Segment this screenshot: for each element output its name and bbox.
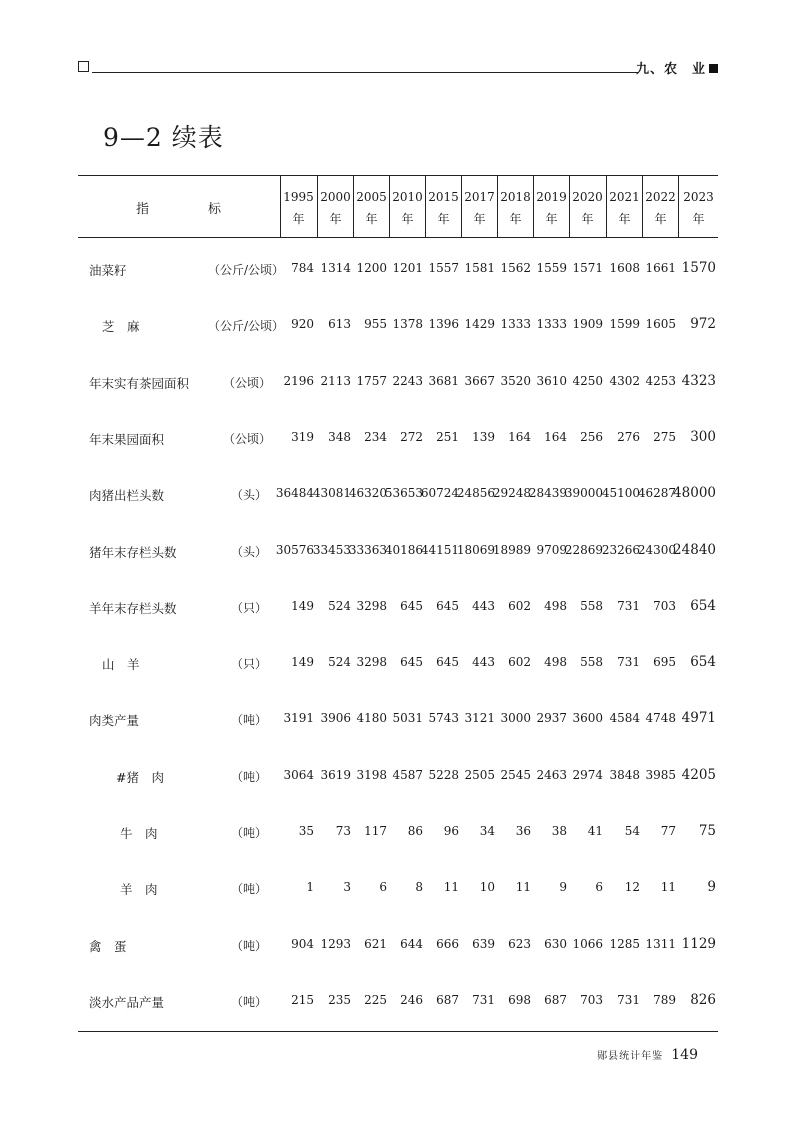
value-2005: 1757 bbox=[356, 373, 387, 388]
value-1995: 30576 bbox=[275, 542, 314, 557]
value-2021: 45100 bbox=[601, 486, 640, 501]
value-2023: 972 bbox=[690, 316, 716, 333]
year-label: 2017 bbox=[464, 190, 495, 204]
indicator-name: 肉类产量 bbox=[89, 713, 140, 729]
value-2015: 687 bbox=[436, 992, 459, 1007]
value-2018: 3000 bbox=[500, 711, 531, 726]
year-label: 2022 bbox=[645, 190, 676, 204]
value-2018: 1333 bbox=[500, 317, 531, 332]
year-suffix: 年 bbox=[401, 212, 414, 226]
value-2015: 645 bbox=[436, 655, 459, 670]
value-2023: 4323 bbox=[681, 372, 716, 389]
year-header-1995 bbox=[280, 176, 316, 237]
indicator-unit: （吨） bbox=[231, 994, 268, 1009]
year-suffix: 年 bbox=[581, 212, 594, 226]
year-header-2020 bbox=[569, 176, 605, 237]
section-square-icon bbox=[709, 64, 718, 73]
value-2021: 3848 bbox=[609, 767, 640, 782]
value-2010: 1201 bbox=[392, 261, 423, 275]
value-2019: 2463 bbox=[536, 767, 567, 782]
value-2018: 1562 bbox=[500, 261, 531, 275]
value-2015: 44151 bbox=[420, 542, 459, 557]
value-2018: 623 bbox=[508, 936, 531, 951]
value-2018: 36 bbox=[515, 824, 531, 838]
value-2022: 11 bbox=[660, 880, 676, 895]
indicator-header-char-2: 标 bbox=[208, 202, 222, 217]
value-2019: 2937 bbox=[536, 711, 567, 726]
table-row bbox=[78, 317, 718, 337]
table-row bbox=[78, 261, 718, 281]
indicator-unit: （公斤/公顷） bbox=[208, 319, 285, 334]
value-2015: 251 bbox=[436, 429, 459, 444]
value-2022: 46287 bbox=[637, 486, 676, 501]
value-2000: 43081 bbox=[312, 486, 351, 501]
value-2017: 443 bbox=[472, 655, 495, 670]
value-2005: 3198 bbox=[356, 767, 387, 782]
year-suffix: 年 bbox=[365, 212, 378, 226]
indicator-name: 年末果园面积 bbox=[89, 431, 165, 447]
value-2019: 687 bbox=[544, 992, 567, 1007]
value-2021: 4584 bbox=[609, 711, 640, 726]
value-2020: 1066 bbox=[572, 936, 603, 951]
value-1995: 149 bbox=[291, 598, 314, 613]
value-2021: 1285 bbox=[609, 936, 640, 951]
header-square-icon bbox=[78, 61, 89, 72]
value-2021: 23266 bbox=[601, 542, 640, 557]
value-2020: 39000 bbox=[564, 486, 603, 501]
value-2019: 1333 bbox=[536, 317, 567, 332]
value-2015: 666 bbox=[436, 936, 459, 951]
value-2015: 60724 bbox=[420, 486, 459, 501]
value-2019: 498 bbox=[544, 598, 567, 613]
value-2000: 348 bbox=[328, 429, 351, 444]
value-2019: 498 bbox=[544, 655, 567, 670]
value-2021: 731 bbox=[617, 598, 640, 613]
value-2010: 8 bbox=[415, 880, 423, 895]
table-header bbox=[78, 175, 718, 238]
value-2017: 639 bbox=[472, 936, 495, 951]
indicator-name: 淡水产品产量 bbox=[89, 994, 165, 1010]
value-2020: 6 bbox=[595, 880, 603, 895]
indicator-unit: （吨） bbox=[231, 713, 268, 728]
running-header bbox=[78, 58, 718, 76]
value-2023: 654 bbox=[690, 654, 716, 671]
value-2010: 4587 bbox=[392, 767, 423, 782]
value-2017: 34 bbox=[479, 824, 495, 838]
value-2022: 1661 bbox=[645, 261, 676, 275]
value-2005: 4180 bbox=[356, 711, 387, 726]
year-suffix: 年 bbox=[329, 212, 342, 226]
value-2015: 1396 bbox=[428, 317, 459, 332]
value-2000: 3619 bbox=[320, 767, 351, 782]
value-1995: 215 bbox=[291, 992, 314, 1007]
value-2022: 24300 bbox=[637, 542, 676, 557]
value-2005: 117 bbox=[364, 824, 387, 838]
value-2010: 2243 bbox=[392, 373, 423, 388]
indicator-name: 羊年末存栏头数 bbox=[89, 600, 177, 616]
year-label: 1995 bbox=[283, 190, 314, 204]
value-2000: 3906 bbox=[320, 711, 351, 726]
value-2010: 272 bbox=[400, 429, 423, 444]
value-2015: 5743 bbox=[428, 711, 459, 726]
value-2020: 703 bbox=[580, 992, 603, 1007]
indicator-header bbox=[78, 176, 280, 237]
table-row bbox=[78, 486, 718, 506]
indicator-name: 牛 肉 bbox=[120, 826, 158, 841]
value-2010: 86 bbox=[407, 824, 423, 838]
value-2018: 602 bbox=[508, 598, 531, 613]
value-1995: 2196 bbox=[283, 373, 314, 388]
year-suffix: 年 bbox=[618, 212, 631, 226]
year-label: 2019 bbox=[536, 190, 567, 204]
statistics-table bbox=[78, 175, 718, 1032]
year-label: 2018 bbox=[500, 190, 531, 204]
value-2010: 644 bbox=[400, 936, 423, 951]
value-2005: 6 bbox=[379, 880, 387, 895]
value-2021: 1608 bbox=[609, 261, 640, 275]
year-suffix: 年 bbox=[509, 212, 522, 226]
value-2022: 77 bbox=[660, 824, 676, 838]
value-1995: 3191 bbox=[283, 711, 314, 726]
table-row bbox=[78, 993, 718, 1013]
section-label: 九、农 业 bbox=[636, 58, 718, 77]
value-2020: 1909 bbox=[572, 317, 603, 332]
value-2005: 234 bbox=[364, 429, 387, 444]
value-2022: 695 bbox=[653, 655, 676, 670]
value-2020: 41 bbox=[587, 824, 603, 838]
value-2015: 5228 bbox=[428, 767, 459, 782]
value-2005: 33363 bbox=[348, 542, 387, 557]
value-2017: 3667 bbox=[464, 373, 495, 388]
value-1995: 319 bbox=[291, 429, 314, 444]
value-2000: 3 bbox=[343, 880, 351, 895]
value-2018: 29248 bbox=[492, 486, 531, 501]
indicator-name: 肉猪出栏头数 bbox=[89, 488, 165, 504]
value-2010: 246 bbox=[400, 992, 423, 1007]
table-body bbox=[78, 238, 718, 1032]
page-number: 149 bbox=[671, 1047, 698, 1063]
value-2020: 2974 bbox=[572, 767, 603, 782]
value-2005: 3298 bbox=[356, 655, 387, 670]
value-2020: 558 bbox=[580, 655, 603, 670]
indicator-unit: （公顷） bbox=[223, 375, 272, 390]
table-row bbox=[78, 880, 718, 900]
value-2023: 1570 bbox=[681, 260, 716, 276]
value-2018: 2545 bbox=[500, 767, 531, 782]
indicator-unit: （只） bbox=[231, 600, 268, 615]
value-2021: 731 bbox=[617, 992, 640, 1007]
value-2010: 645 bbox=[400, 598, 423, 613]
year-header-2015 bbox=[425, 176, 461, 237]
year-suffix: 年 bbox=[654, 212, 667, 226]
value-2017: 3121 bbox=[464, 711, 495, 726]
table-row bbox=[78, 655, 718, 675]
value-2017: 731 bbox=[472, 992, 495, 1007]
value-2022: 4748 bbox=[645, 711, 676, 726]
value-2019: 3610 bbox=[536, 373, 567, 388]
table-row bbox=[78, 937, 718, 957]
value-2022: 1311 bbox=[645, 936, 676, 951]
year-label: 2015 bbox=[428, 190, 459, 204]
value-2020: 3600 bbox=[572, 711, 603, 726]
indicator-unit: （吨） bbox=[231, 769, 268, 784]
value-2021: 1599 bbox=[609, 317, 640, 332]
year-label: 2005 bbox=[356, 190, 387, 204]
table-row bbox=[78, 768, 718, 788]
year-suffix: 年 bbox=[692, 212, 705, 226]
value-1995: 920 bbox=[291, 317, 314, 332]
value-2017: 18069 bbox=[456, 542, 495, 557]
value-1995: 3064 bbox=[283, 767, 314, 782]
value-2010: 5031 bbox=[392, 711, 423, 726]
value-2010: 1378 bbox=[392, 317, 423, 332]
value-2010: 645 bbox=[400, 655, 423, 670]
table-row bbox=[78, 824, 718, 844]
value-2018: 18989 bbox=[492, 542, 531, 557]
value-2023: 4971 bbox=[681, 710, 716, 727]
table-row bbox=[78, 599, 718, 619]
indicator-name: 山 羊 bbox=[102, 657, 140, 673]
value-2022: 3985 bbox=[645, 767, 676, 782]
year-header-2019 bbox=[533, 176, 569, 237]
year-suffix: 年 bbox=[473, 212, 486, 226]
value-2023: 826 bbox=[690, 991, 716, 1008]
value-2021: 54 bbox=[624, 824, 640, 838]
value-2021: 4302 bbox=[609, 373, 640, 388]
indicator-unit: （只） bbox=[231, 657, 268, 672]
value-2000: 33453 bbox=[312, 542, 351, 557]
value-2015: 96 bbox=[443, 824, 459, 838]
indicator-unit: （吨） bbox=[231, 938, 268, 953]
indicator-unit: （头） bbox=[231, 544, 268, 559]
table-row bbox=[78, 430, 718, 450]
value-2022: 4253 bbox=[645, 373, 676, 388]
header-rule bbox=[92, 72, 638, 73]
value-2015: 645 bbox=[436, 598, 459, 613]
value-2020: 4250 bbox=[572, 373, 603, 388]
value-2020: 558 bbox=[580, 598, 603, 613]
year-suffix: 年 bbox=[545, 212, 558, 226]
value-1995: 35 bbox=[298, 824, 314, 838]
year-suffix: 年 bbox=[437, 212, 450, 226]
value-2017: 443 bbox=[472, 598, 495, 613]
table-row bbox=[78, 543, 718, 563]
value-2000: 73 bbox=[335, 824, 351, 838]
value-2023: 75 bbox=[698, 823, 716, 839]
indicator-unit: （公顷） bbox=[223, 431, 272, 446]
value-2005: 225 bbox=[364, 992, 387, 1007]
value-2000: 2113 bbox=[320, 373, 351, 388]
value-2015: 3681 bbox=[428, 373, 459, 388]
year-header-2023 bbox=[678, 176, 718, 237]
value-2021: 12 bbox=[624, 880, 640, 895]
value-2000: 1314 bbox=[320, 261, 351, 275]
value-2021: 731 bbox=[617, 655, 640, 670]
year-header-2022 bbox=[642, 176, 678, 237]
value-2010: 53653 bbox=[384, 486, 423, 501]
value-2018: 3520 bbox=[500, 373, 531, 388]
value-2022: 703 bbox=[653, 598, 676, 613]
value-2023: 4205 bbox=[681, 766, 716, 783]
indicator-unit: （公斤/公顷） bbox=[208, 263, 285, 277]
indicator-name: 禽 蛋 bbox=[89, 938, 127, 954]
year-header-2000 bbox=[317, 176, 353, 237]
value-2023: 1129 bbox=[681, 935, 716, 952]
value-2017: 1429 bbox=[464, 317, 495, 332]
indicator-name: 猪年末存栏头数 bbox=[89, 544, 177, 560]
value-1995: 1 bbox=[306, 880, 314, 895]
value-2000: 613 bbox=[328, 317, 351, 332]
value-2005: 46320 bbox=[348, 486, 387, 501]
value-2020: 1571 bbox=[572, 261, 603, 275]
indicator-name: #猪 肉 bbox=[116, 769, 164, 785]
indicator-header-char-1: 指 bbox=[136, 202, 150, 217]
value-2000: 524 bbox=[328, 598, 351, 613]
year-header-2010 bbox=[389, 176, 425, 237]
value-2020: 22869 bbox=[564, 542, 603, 557]
value-2022: 789 bbox=[653, 992, 676, 1007]
value-2005: 1200 bbox=[356, 261, 387, 275]
value-2010: 40186 bbox=[384, 542, 423, 557]
value-2023: 9 bbox=[707, 879, 716, 896]
value-1995: 36484 bbox=[275, 486, 314, 501]
page-footer bbox=[597, 1044, 698, 1063]
table-row bbox=[78, 711, 718, 731]
value-2018: 164 bbox=[508, 429, 531, 444]
value-2023: 654 bbox=[690, 597, 716, 614]
table-title: 9—2 续表 bbox=[103, 123, 224, 152]
indicator-name: 芝 麻 bbox=[102, 319, 140, 335]
year-header-2005 bbox=[353, 176, 389, 237]
value-2019: 28439 bbox=[528, 486, 567, 501]
value-2022: 1605 bbox=[645, 317, 676, 332]
value-2023: 300 bbox=[690, 428, 716, 445]
value-1995: 784 bbox=[291, 261, 314, 275]
indicator-unit: （吨） bbox=[231, 826, 268, 840]
year-label: 2010 bbox=[392, 190, 423, 204]
year-label: 2023 bbox=[683, 190, 714, 204]
year-header-2017 bbox=[461, 176, 497, 237]
value-2019: 9 bbox=[559, 880, 567, 895]
value-2019: 1559 bbox=[536, 261, 567, 275]
value-2019: 164 bbox=[544, 429, 567, 444]
table-row bbox=[78, 374, 718, 394]
value-2018: 11 bbox=[515, 880, 531, 895]
value-2017: 139 bbox=[472, 429, 495, 444]
publication-name: 郧县统计年鉴 bbox=[597, 1051, 664, 1062]
value-2015: 11 bbox=[443, 880, 459, 895]
year-label: 2020 bbox=[572, 190, 603, 204]
value-2018: 602 bbox=[508, 655, 531, 670]
indicator-name: 羊 肉 bbox=[120, 882, 158, 898]
value-2017: 2505 bbox=[464, 767, 495, 782]
indicator-name: 油菜籽 bbox=[89, 263, 127, 278]
value-2005: 955 bbox=[364, 317, 387, 332]
year-label: 2021 bbox=[609, 190, 640, 204]
value-2017: 10 bbox=[479, 880, 495, 895]
value-2019: 38 bbox=[551, 824, 567, 838]
value-2023: 48000 bbox=[673, 485, 716, 502]
indicator-unit: （头） bbox=[231, 488, 268, 503]
value-2005: 621 bbox=[364, 936, 387, 951]
value-2000: 1293 bbox=[320, 936, 351, 951]
year-label: 2000 bbox=[320, 190, 351, 204]
value-2020: 256 bbox=[580, 429, 603, 444]
value-1995: 904 bbox=[291, 936, 314, 951]
value-2017: 24856 bbox=[456, 486, 495, 501]
value-2023: 24840 bbox=[673, 541, 716, 558]
value-2021: 276 bbox=[617, 429, 640, 444]
indicator-name: 年末实有茶园面积 bbox=[89, 375, 190, 391]
value-2005: 3298 bbox=[356, 598, 387, 613]
value-2015: 1557 bbox=[428, 261, 459, 275]
year-header-2018 bbox=[497, 176, 533, 237]
year-suffix: 年 bbox=[292, 212, 305, 226]
value-1995: 149 bbox=[291, 655, 314, 670]
value-2019: 630 bbox=[544, 936, 567, 951]
value-2022: 275 bbox=[653, 429, 676, 444]
year-header-2021 bbox=[606, 176, 642, 237]
value-2017: 1581 bbox=[464, 261, 495, 275]
value-2019: 9709 bbox=[536, 542, 567, 557]
indicator-unit: （吨） bbox=[231, 882, 268, 897]
value-2000: 235 bbox=[328, 992, 351, 1007]
value-2018: 698 bbox=[508, 992, 531, 1007]
value-2000: 524 bbox=[328, 655, 351, 670]
